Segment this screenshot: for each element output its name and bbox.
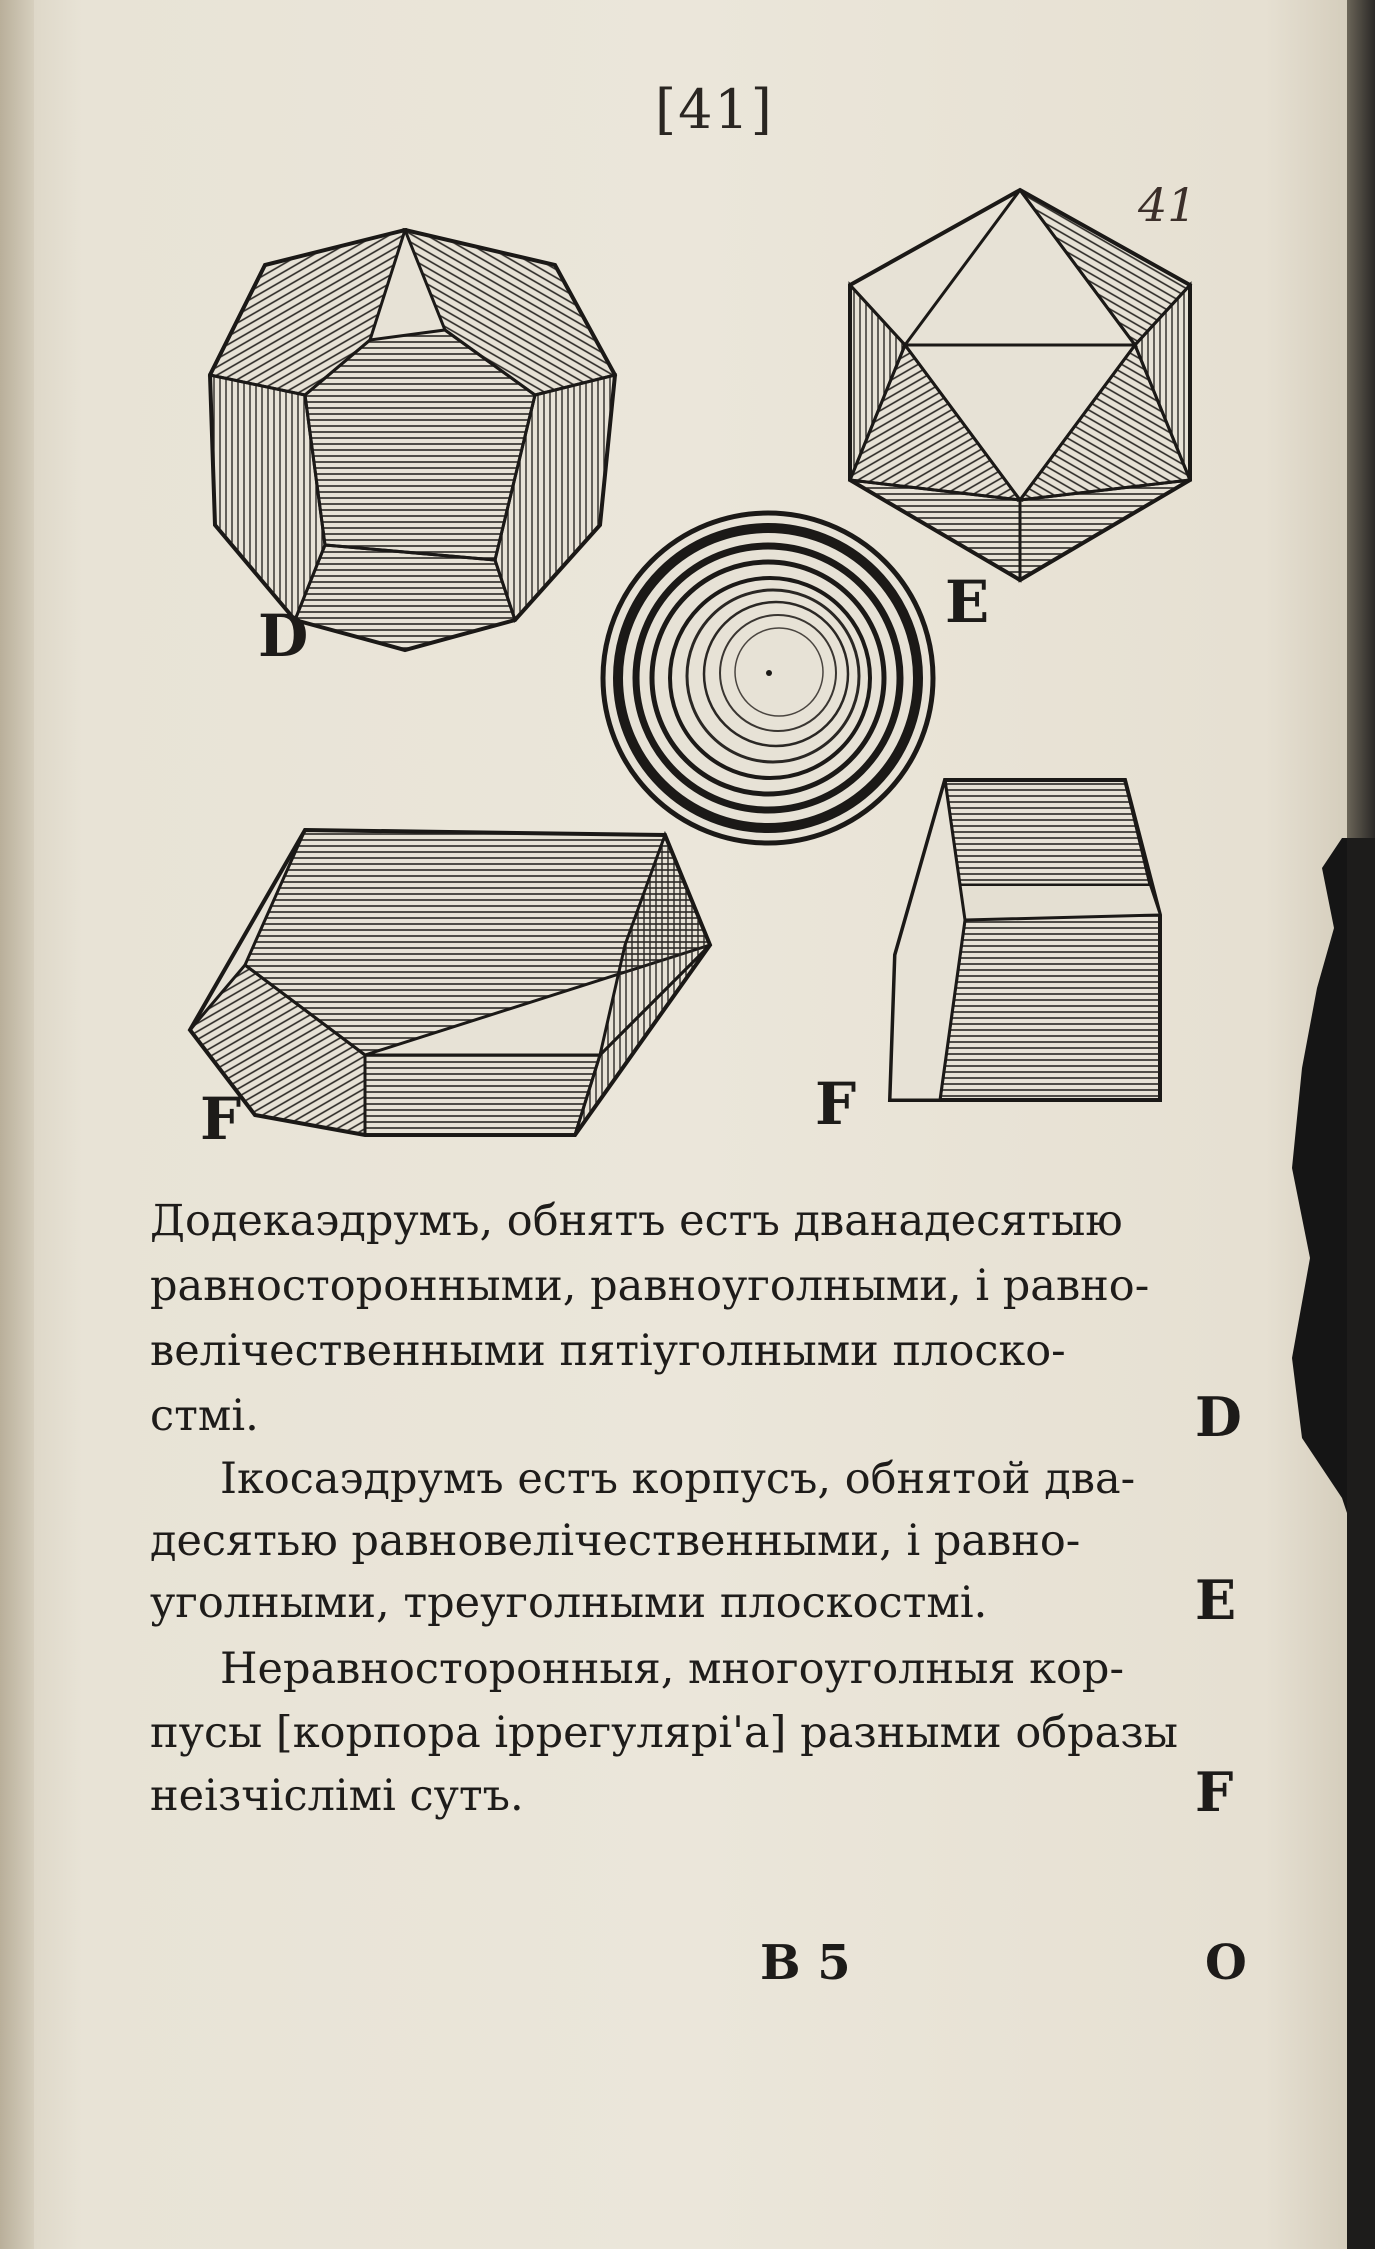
text-line-1: Додекаэдрумъ, обнятъ естъ дванадесятыю	[150, 1196, 1123, 1246]
text-line-7: уголными, треуголными плоскостмі.	[150, 1578, 988, 1628]
margin-mark-e: E	[1195, 1568, 1237, 1632]
book-spine	[0, 0, 34, 2249]
text-line-10: неізчіслімі сутъ.	[150, 1771, 524, 1821]
figure-label-f-right: F	[815, 1070, 857, 1138]
text-line-2: равносторонными, равноуголными, і равно-	[150, 1261, 1150, 1311]
torn-page-edge	[1262, 838, 1375, 2249]
handwritten-page-number: 41	[1138, 178, 1197, 232]
text-line-6: десятью равновелічественными, і равно-	[150, 1516, 1081, 1566]
text-line-9: пусы [корпора іррегулярі'а] разными образы	[150, 1708, 1178, 1758]
catchword: O	[1205, 1935, 1247, 1991]
text-line-5: Ікосаэдрумъ естъ корпусъ, обнятой два-	[220, 1454, 1136, 1504]
figure-label-d: D	[258, 602, 309, 670]
text-line-4: стмі.	[150, 1391, 259, 1441]
signature-mark: B 5	[760, 1935, 851, 1991]
margin-mark-d: D	[1195, 1385, 1242, 1449]
figure-label-e: E	[945, 568, 990, 636]
irregular-prism-illustration-left	[185, 825, 715, 1135]
text-line-3: велічественными пятіуголными плоско-	[150, 1326, 1066, 1376]
page-number: [41]	[655, 78, 774, 141]
irregular-prism-illustration-right	[885, 775, 1160, 1105]
dodecahedron-illustration	[205, 225, 625, 655]
text-line-8: Неравносторонныя, многоуголныя кор-	[220, 1644, 1124, 1694]
figure-label-f-left: F	[200, 1085, 242, 1153]
margin-mark-f: F	[1195, 1760, 1234, 1824]
